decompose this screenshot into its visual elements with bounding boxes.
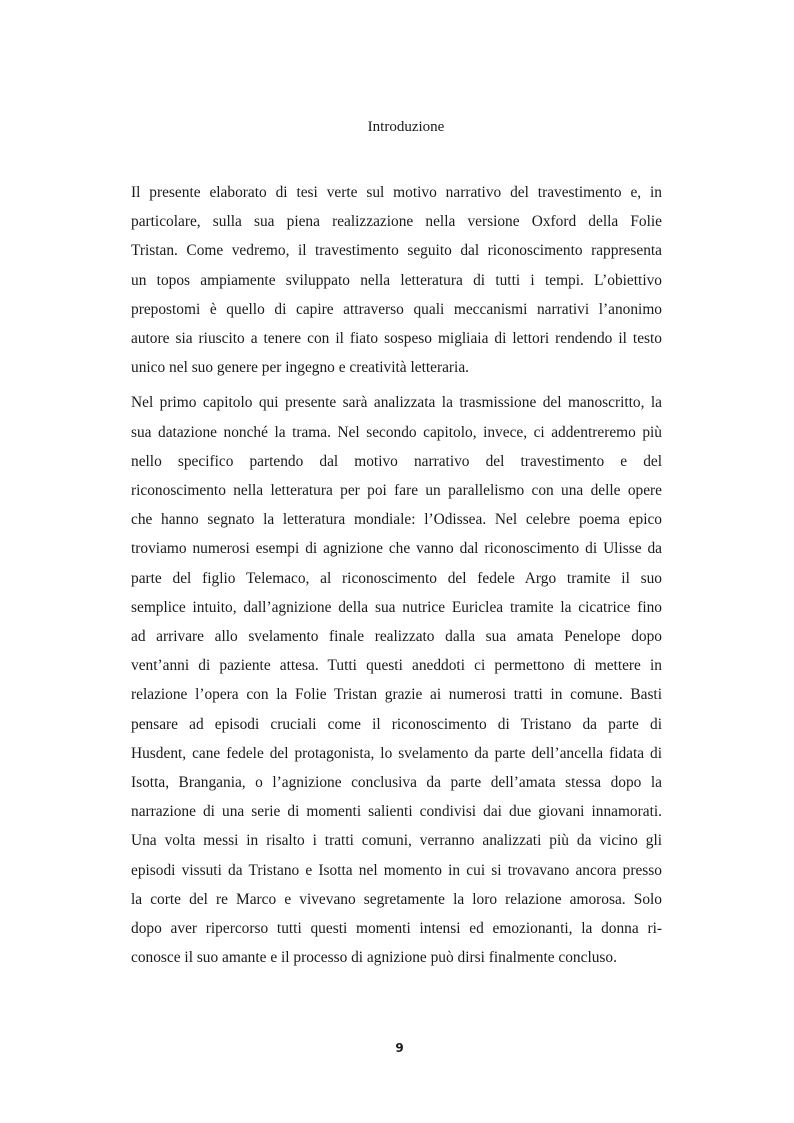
page-title: Introduzione	[367, 119, 445, 135]
text-line: prepostomi è quello di capire attraverso quali meccanismi narrativi l’anonimo	[131, 300, 662, 318]
text-line: che hanno segnato la letteratura mondiale: l’Odissea. Nel celebre poema epico	[131, 511, 662, 529]
text-line: semplice intuito, dall’agnizione della sua nutrice Euriclea tramite la cicatrice fino	[131, 598, 662, 616]
text-line: troviamo numerosi esempi di agnizione che vanno dal riconoscimento di Ulisse da	[131, 540, 662, 558]
text-line: parte del figlio Telemaco, al riconoscimento del fedele Argo tramite il suo	[131, 569, 662, 587]
text-line: nello specifico partendo dal motivo narrativo del travestimento e del	[131, 452, 662, 470]
text-line: Una volta messi in risalto i tratti comuni, verranno analizzati più da vicino gli	[131, 832, 662, 850]
text-line: conosce il suo amante e il processo di agnizione può dirsi finalmente concluso.	[131, 949, 617, 967]
text-line: episodi vissuti da Tristano e Isotta nel momento in cui si trovavano ancora presso	[131, 861, 662, 879]
text-line: particolare, sulla sua piena realizzazione nella versione Oxford della Folie	[131, 213, 662, 231]
text-line: sua datazione nonché la trama. Nel secondo capitolo, invece, ci addentreremo più	[131, 423, 662, 441]
text-line: unico nel suo genere per ingegno e creatività letteraria.	[131, 359, 470, 377]
text-line: Il presente elaborato di tesi verte sul motivo narrativo del travestimento e, in	[131, 184, 662, 201]
text-line: narrazione di una serie di momenti salienti condivisi dai due giovani innamorati.	[131, 803, 662, 821]
text-line: Tristan. Come vedremo, il travestimento seguito dal riconoscimento rappresenta	[131, 242, 662, 260]
page-number: 9	[395, 1041, 404, 1055]
paragraph-2	[131, 388, 662, 972]
text-line: riconoscimento nella letteratura per poi fare un parallelismo con una delle opere	[131, 482, 662, 500]
text-line: la corte del re Marco e vivevano segretamente la loro relazione amorosa. Solo	[131, 890, 662, 908]
text-line: autore sia riuscito a tenere con il fiato sospeso migliaia di lettori rendendo il testo	[131, 330, 662, 348]
text-line: Husdent, cane fedele del protagonista, lo svelamento da parte dell’ancella fidata di	[131, 744, 662, 762]
text-line: Nel primo capitolo qui presente sarà analizzata la trasmissione del manoscritto, la	[131, 394, 662, 412]
text-line: un topos ampiamente sviluppato nella letteratura di tutti i tempi. L’obiettivo	[131, 271, 662, 289]
text-line: Isotta, Brangania, o l’agnizione conclusiva da parte dell’amata stessa dopo la	[131, 774, 662, 792]
text-line: vent’anni di paziente attesa. Tutti questi aneddoti ci permettono di mettere in	[131, 657, 662, 675]
text-line: ad arrivare allo svelamento finale realizzato dalla sua amata Penelope dopo	[131, 628, 662, 646]
text-line: pensare ad episodi cruciali come il riconoscimento di Tristano da parte di	[131, 715, 662, 733]
text-line: dopo aver ripercorso tutti questi momenti intensi ed emozionanti, la donna ri-	[131, 920, 662, 938]
body-text	[131, 178, 662, 972]
text-line: relazione l’opera con la Folie Tristan grazie ai numerosi tratti in comune. Basti	[131, 686, 662, 704]
paragraph-1	[131, 178, 662, 382]
